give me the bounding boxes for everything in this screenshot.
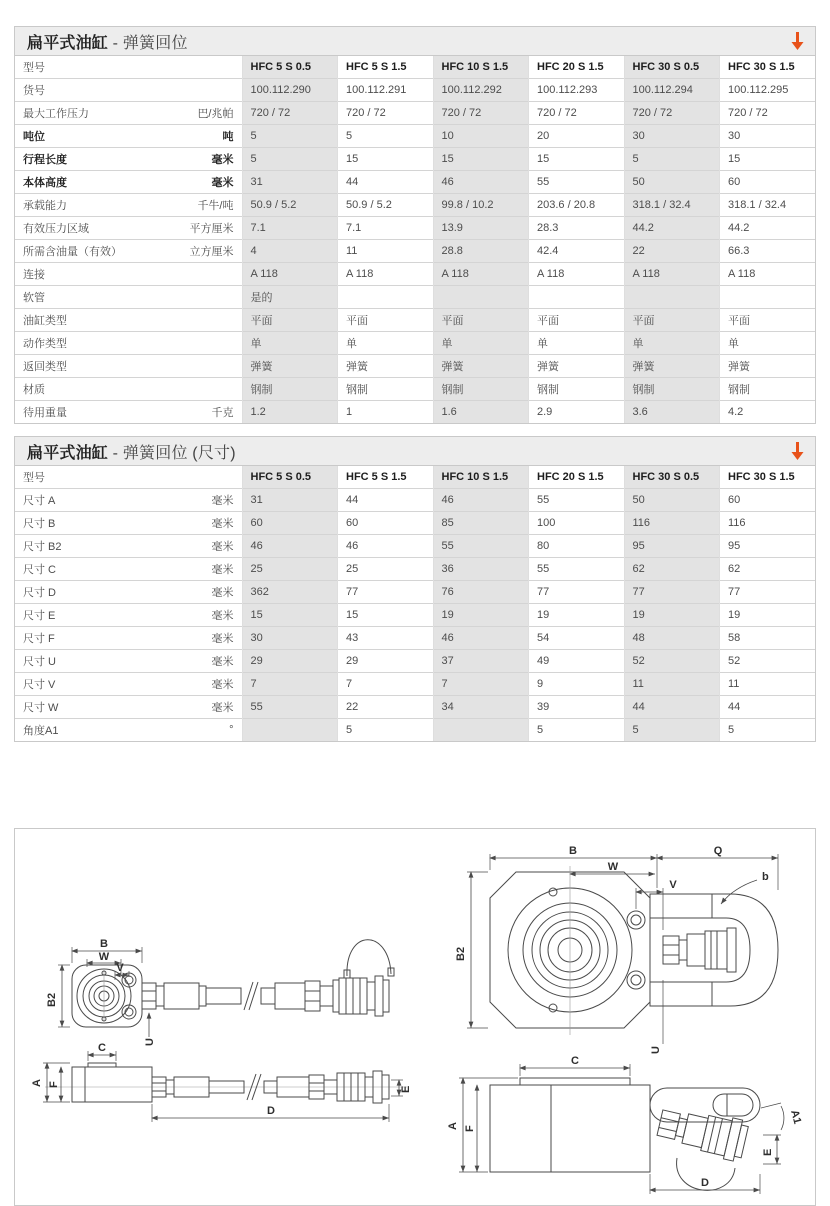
technical-drawing-panel (14, 828, 816, 1206)
spec-value-cell: 95 (624, 535, 720, 558)
spec-value-cell: 77 (624, 581, 720, 604)
spec-value-cell: 弹簧 (529, 355, 625, 378)
spec-value-cell: 1 (338, 401, 434, 424)
spec-value-cell: 80 (529, 535, 625, 558)
spec-row-label: 材质 (15, 378, 242, 401)
spec-row-label: 连接 (15, 263, 242, 286)
spec-row-label: 动作类型 (15, 332, 242, 355)
spec-value-cell: 钢制 (624, 378, 720, 401)
spec-value-cell: 720 / 72 (338, 102, 434, 125)
left-side-view-drawing (31, 1042, 412, 1122)
spec-value-cell: 7 (338, 673, 434, 696)
spec-value-cell: 5 (242, 125, 338, 148)
spec-row-label: 尺寸 U 毫米 (15, 650, 242, 673)
spec-value-cell: 28.8 (433, 240, 529, 263)
spec-value-cell: 19 (529, 604, 625, 627)
spec-value-cell: 平面 (338, 309, 434, 332)
left-top-view-drawing (46, 938, 394, 1046)
spec-value-cell: 平面 (624, 309, 720, 332)
spec-value-cell: 19 (720, 604, 816, 627)
spec-value-cell: 55 (433, 535, 529, 558)
spec-value-cell: 46 (433, 171, 529, 194)
spec-value-cell: 44 (338, 171, 434, 194)
dim-label-e-left: E (400, 1085, 412, 1093)
spec-row-label: 尺寸 C 毫米 (15, 558, 242, 581)
model-header-cell: HFC 5 S 1.5 (338, 56, 434, 79)
table-row (15, 627, 815, 650)
spec-row-label: 尺寸 W 毫米 (15, 696, 242, 719)
spec-row-label: 有效压力区域 平方厘米 (15, 217, 242, 240)
spec-value-cell: 22 (338, 696, 434, 719)
spec-value-cell: 30 (624, 125, 720, 148)
dim-label-u-right: U (650, 1046, 662, 1054)
spec-value-cell: 39 (529, 696, 625, 719)
spec-value-cell: 100.112.293 (529, 79, 625, 102)
dim-label-f-left: F (48, 1081, 60, 1088)
table-row (15, 171, 815, 194)
right-top-view-drawing (455, 845, 778, 1054)
model-header-cell: HFC 10 S 1.5 (433, 466, 529, 489)
spec-value-cell: 弹簧 (720, 355, 816, 378)
spec-value-cell: 平面 (529, 309, 625, 332)
spec-value-cell: 单 (338, 332, 434, 355)
spec-value-cell: 5 (338, 719, 434, 742)
table-row (15, 309, 815, 332)
spec-value-cell: 720 / 72 (529, 102, 625, 125)
dim-label-b2-right: B2 (455, 946, 467, 961)
model-header-cell: HFC 20 S 1.5 (529, 56, 625, 79)
spec-value-cell: 3.6 (624, 401, 720, 424)
dim-label-e-right: E (762, 1148, 774, 1156)
spec-table-1 (15, 56, 815, 423)
spec-value-cell: 15 (338, 604, 434, 627)
spec-value-cell: 43 (338, 627, 434, 650)
spec-value-cell: 15 (242, 604, 338, 627)
spec-value-cell: 15 (529, 148, 625, 171)
dim-label-b2-left: B2 (46, 992, 58, 1007)
table-row (15, 604, 815, 627)
table-row (15, 194, 815, 217)
spec-value-cell: 100 (529, 512, 625, 535)
spec-row-label: 油缸类型 (15, 309, 242, 332)
table-row (15, 263, 815, 286)
dim-label-w-left: W (98, 951, 110, 963)
dim-label-a1: A1 (788, 1108, 804, 1126)
table-row (15, 102, 815, 125)
spec-value-cell: 29 (338, 650, 434, 673)
spec-value-cell: 钢制 (433, 378, 529, 401)
dim-label-d-left: D (267, 1105, 275, 1117)
spec-value-cell (720, 286, 816, 309)
spec-value-cell (242, 719, 338, 742)
spec-value-cell: 720 / 72 (624, 102, 720, 125)
spec-value-cell: A 118 (338, 263, 434, 286)
arrow-down-icon[interactable] (789, 31, 805, 51)
spec-value-cell: 100.112.294 (624, 79, 720, 102)
spec-value-cell: 11 (624, 673, 720, 696)
spec-value-cell: 46 (338, 535, 434, 558)
dim-label-b-right: B (569, 845, 577, 857)
spec-value-cell: 318.1 / 32.4 (720, 194, 816, 217)
spec-value-cell: 9 (529, 673, 625, 696)
spec-value-cell: 5 (338, 125, 434, 148)
spec-value-cell: 5 (242, 148, 338, 171)
spec-row-label: 本体高度 毫米 (15, 171, 242, 194)
spec-value-cell: 22 (624, 240, 720, 263)
spec-value-cell: 362 (242, 581, 338, 604)
table1-title-bar (15, 27, 815, 56)
spec-value-cell: 62 (624, 558, 720, 581)
spec-value-cell: 36 (433, 558, 529, 581)
spec-value-cell: 720 / 72 (433, 102, 529, 125)
table-row (15, 696, 815, 719)
spec-row-label: 返回类型 (15, 355, 242, 378)
model-header-cell: HFC 30 S 1.5 (720, 466, 816, 489)
column-header-model: 型号 (23, 472, 45, 484)
right-side-view-drawing (447, 1055, 803, 1194)
table2-title (27, 440, 236, 463)
spec-value-cell: 44 (624, 696, 720, 719)
arrow-down-icon[interactable] (789, 441, 805, 461)
spec-value-cell: 19 (433, 604, 529, 627)
spec-value-cell: 52 (624, 650, 720, 673)
table-row (15, 240, 815, 263)
dimensions-table-section (14, 436, 816, 742)
spec-value-cell: A 118 (720, 263, 816, 286)
dim-label-q: Q (713, 845, 723, 857)
spec-value-cell: 2.9 (529, 401, 625, 424)
spec-value-cell: 100.112.291 (338, 79, 434, 102)
spec-value-cell: 50.9 / 5.2 (242, 194, 338, 217)
table2-title-bold: 扁平式油缸 (27, 444, 109, 462)
model-header-cell: HFC 10 S 1.5 (433, 56, 529, 79)
spec-value-cell: 60 (338, 512, 434, 535)
table-row (15, 332, 815, 355)
spec-row-label: 尺寸 B 毫米 (15, 512, 242, 535)
spec-value-cell: 是的 (242, 286, 338, 309)
spec-row-label: 所需含油量（有效） 立方厘米 (15, 240, 242, 263)
table-row (15, 286, 815, 309)
spec-value-cell: 66.3 (720, 240, 816, 263)
model-header-cell: HFC 30 S 0.5 (624, 56, 720, 79)
spec-value-cell: 平面 (242, 309, 338, 332)
spec-value-cell: 11 (338, 240, 434, 263)
spec-row-label: 尺寸 F 毫米 (15, 627, 242, 650)
spec-value-cell: 15 (720, 148, 816, 171)
spec-value-cell: 5 (624, 148, 720, 171)
spec-value-cell: 77 (338, 581, 434, 604)
spec-value-cell (624, 286, 720, 309)
dim-label-c-right: C (571, 1055, 579, 1067)
spec-value-cell: 55 (242, 696, 338, 719)
spec-value-cell: 55 (529, 489, 625, 512)
spec-value-cell: 116 (624, 512, 720, 535)
spec-value-cell: 平面 (720, 309, 816, 332)
table2-title-rest: - 弹簧回位 (尺寸) (112, 444, 236, 462)
spec-row-label: 软管 (15, 286, 242, 309)
table2-title-bar (15, 437, 815, 466)
spec-value-cell: 钢制 (529, 378, 625, 401)
model-header-cell: HFC 20 S 1.5 (529, 466, 625, 489)
spec-value-cell: 100.112.292 (433, 79, 529, 102)
spec-value-cell: 弹簧 (624, 355, 720, 378)
table-row (15, 558, 815, 581)
spec-value-cell: 99.8 / 10.2 (433, 194, 529, 217)
spec-value-cell: 100.112.290 (242, 79, 338, 102)
dim-label-c-left: C (98, 1042, 106, 1054)
spec-value-cell: 19 (624, 604, 720, 627)
spec-row-label: 货号 (15, 79, 242, 102)
spec-value-cell: 28.3 (529, 217, 625, 240)
table-row (15, 512, 815, 535)
table-row (15, 401, 815, 424)
spec-value-cell: 单 (720, 332, 816, 355)
spec-row-label: 尺寸 V 毫米 (15, 673, 242, 696)
spec-value-cell: 11 (720, 673, 816, 696)
spec-row-label: 尺寸 E 毫米 (15, 604, 242, 627)
spec-value-cell: 44.2 (624, 217, 720, 240)
spec-value-cell: 30 (720, 125, 816, 148)
spec-value-cell: 5 (529, 719, 625, 742)
table-row (15, 355, 815, 378)
spec-value-cell: A 118 (529, 263, 625, 286)
spec-value-cell: 1.6 (433, 401, 529, 424)
spec-value-cell (433, 286, 529, 309)
spec-value-cell: 5 (624, 719, 720, 742)
spec-value-cell: 平面 (433, 309, 529, 332)
spec-value-cell: 29 (242, 650, 338, 673)
spec-value-cell: 50 (624, 171, 720, 194)
spec-row-label: 尺寸 D 毫米 (15, 581, 242, 604)
spec-value-cell (338, 286, 434, 309)
spec-value-cell: A 118 (242, 263, 338, 286)
spec-value-cell: 单 (624, 332, 720, 355)
spec-value-cell: 15 (338, 148, 434, 171)
spec-value-cell: 钢制 (242, 378, 338, 401)
spec-value-cell: 44 (720, 696, 816, 719)
table1-title-bold: 扁平式油缸 (27, 34, 109, 52)
spec-value-cell: 318.1 / 32.4 (624, 194, 720, 217)
spec-value-cell: 31 (242, 171, 338, 194)
table-row (15, 79, 815, 102)
spec-value-cell: 46 (433, 489, 529, 512)
dim-label-a-left: A (31, 1079, 43, 1087)
table-row (15, 719, 815, 742)
spec-value-cell: 15 (433, 148, 529, 171)
spec-value-cell: 13.9 (433, 217, 529, 240)
dim-label-b-left: B (100, 938, 108, 950)
spec-value-cell: 单 (242, 332, 338, 355)
spec-value-cell: 52 (720, 650, 816, 673)
spec-value-cell: 60 (242, 512, 338, 535)
spec-value-cell: 720 / 72 (720, 102, 816, 125)
spec-value-cell: 203.6 / 20.8 (529, 194, 625, 217)
spec-value-cell: 85 (433, 512, 529, 535)
spec-value-cell: 5 (720, 719, 816, 742)
spec-value-cell: 100.112.295 (720, 79, 816, 102)
spec-value-cell: 42.4 (529, 240, 625, 263)
spec-value-cell: 62 (720, 558, 816, 581)
spec-value-cell: 77 (529, 581, 625, 604)
spec-value-cell: 4.2 (720, 401, 816, 424)
spec-value-cell: 7.1 (338, 217, 434, 240)
dim-label-w-right: W (607, 861, 619, 873)
spec-value-cell: 25 (242, 558, 338, 581)
spec-value-cell: A 118 (624, 263, 720, 286)
spec-value-cell: 76 (433, 581, 529, 604)
spec-value-cell: 116 (720, 512, 816, 535)
dim-label-a-right: A (447, 1122, 459, 1130)
dim-label-v-right: V (669, 879, 677, 891)
spec-value-cell: 60 (720, 489, 816, 512)
model-header-cell: HFC 5 S 0.5 (242, 56, 338, 79)
spec-value-cell: 37 (433, 650, 529, 673)
spec-row-label: 尺寸 A 毫米 (15, 489, 242, 512)
model-header-cell: HFC 30 S 0.5 (624, 466, 720, 489)
spec-value-cell: 44.2 (720, 217, 816, 240)
spec-value-cell: 7 (433, 673, 529, 696)
table-row (15, 673, 815, 696)
spec-value-cell: 20 (529, 125, 625, 148)
spec-value-cell: 钢制 (720, 378, 816, 401)
spec-value-cell: 95 (720, 535, 816, 558)
spec-value-cell: 58 (720, 627, 816, 650)
spec-row-label: 角度A1 ° (15, 719, 242, 742)
dim-label-hose-b: b (762, 871, 769, 883)
spec-value-cell: 1.2 (242, 401, 338, 424)
pressure-table-section (14, 26, 816, 424)
spec-value-cell (529, 286, 625, 309)
spec-value-cell: 单 (433, 332, 529, 355)
spec-value-cell: 单 (529, 332, 625, 355)
spec-value-cell: 50 (624, 489, 720, 512)
column-header-model: 型号 (23, 62, 45, 74)
spec-value-cell: 钢制 (338, 378, 434, 401)
spec-row-label: 待用重量 千克 (15, 401, 242, 424)
spec-value-cell: 720 / 72 (242, 102, 338, 125)
spec-value-cell: 46 (433, 627, 529, 650)
spec-value-cell: 34 (433, 696, 529, 719)
spec-value-cell: 44 (338, 489, 434, 512)
spec-value-cell: 4 (242, 240, 338, 263)
spec-value-cell: 30 (242, 627, 338, 650)
spec-row-label: 承载能力 千牛/吨 (15, 194, 242, 217)
spec-value-cell: 25 (338, 558, 434, 581)
spec-value-cell: 55 (529, 558, 625, 581)
table-row (15, 581, 815, 604)
spec-value-cell: 54 (529, 627, 625, 650)
spec-value-cell: 弹簧 (338, 355, 434, 378)
table-row (15, 125, 815, 148)
spec-value-cell: 7 (242, 673, 338, 696)
spec-value-cell: 10 (433, 125, 529, 148)
dim-label-d-right: D (701, 1177, 709, 1189)
spec-value-cell: 弹簧 (242, 355, 338, 378)
spec-value-cell: 48 (624, 627, 720, 650)
table-row (15, 148, 815, 171)
table-row (15, 217, 815, 240)
spec-value-cell: 弹簧 (433, 355, 529, 378)
spec-value-cell: 77 (720, 581, 816, 604)
dim-label-v-left: V (116, 962, 124, 974)
spec-value-cell: 46 (242, 535, 338, 558)
table-row (15, 489, 815, 512)
model-header-cell: HFC 5 S 1.5 (338, 466, 434, 489)
spec-row-label: 最大工作压力 巴/兆帕 (15, 102, 242, 125)
spec-value-cell (433, 719, 529, 742)
spec-value-cell: 31 (242, 489, 338, 512)
table1-title-rest: - 弹簧回位 (112, 34, 188, 52)
spec-row-label: 吨位 吨 (15, 125, 242, 148)
table-row (15, 535, 815, 558)
dim-label-u-left: U (144, 1038, 156, 1046)
table1-title (27, 30, 188, 53)
dim-label-f-right: F (464, 1125, 476, 1132)
model-header-cell: HFC 30 S 1.5 (720, 56, 816, 79)
table-row (15, 650, 815, 673)
spec-value-cell: 55 (529, 171, 625, 194)
spec-table-2 (15, 466, 815, 741)
spec-value-cell: 50.9 / 5.2 (338, 194, 434, 217)
spec-value-cell: A 118 (433, 263, 529, 286)
spec-row-label: 尺寸 B2 毫米 (15, 535, 242, 558)
spec-value-cell: 49 (529, 650, 625, 673)
spec-row-label: 行程长度 毫米 (15, 148, 242, 171)
spec-value-cell: 7.1 (242, 217, 338, 240)
model-header-cell: HFC 5 S 0.5 (242, 466, 338, 489)
spec-value-cell: 60 (720, 171, 816, 194)
table-row (15, 378, 815, 401)
